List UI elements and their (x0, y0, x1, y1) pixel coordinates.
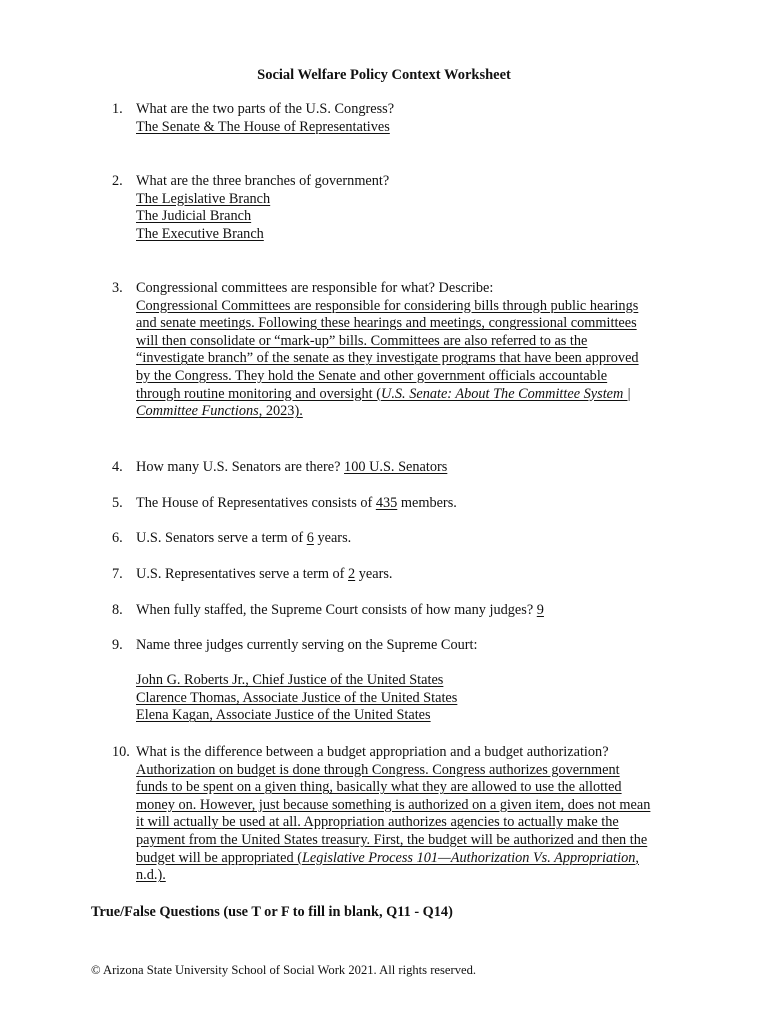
question-text: The House of Representatives consists of (136, 495, 376, 511)
answer-text: through routine monitoring and oversight ( (136, 385, 381, 402)
question-4 (112, 459, 692, 477)
question-7 (112, 566, 692, 584)
answer-line: The Executive Branch (136, 225, 264, 242)
answer-line (136, 403, 692, 421)
answer-text: 2 (348, 566, 356, 582)
question-9 (112, 637, 692, 725)
page-title: Social Welfare Policy Context Worksheet (257, 67, 511, 83)
question-text: When fully staffed, the Supreme Court consists of how many judges? (136, 602, 534, 618)
question-number: 6. (112, 530, 123, 546)
question-text: members. (397, 495, 457, 511)
answer-text: 435 (375, 495, 398, 511)
answer-line: The Legislative Branch (136, 190, 271, 207)
question-number: 7. (112, 566, 123, 582)
question-text: What is the difference between a budget appropriation and a budget authorization? (136, 744, 609, 760)
answer-line: it will actually be used at all. Appropriation authorizes agencies to actually make the (136, 814, 619, 831)
answer-line: and senate meetings. Following these hearings and meetings, congressional committees (136, 315, 637, 332)
question-text: years. (355, 566, 393, 582)
question-number: 3. (112, 280, 123, 296)
question-6 (112, 530, 692, 548)
answer-line: payment from the United States treasury. First, the budget will be authorized and then the (136, 831, 648, 848)
question-number: 5. (112, 495, 123, 511)
question-number: 8. (112, 602, 123, 618)
answer-line: Elena Kagan, Associate Justice of the United States (136, 707, 431, 724)
question-text: U.S. Senators serve a term of (136, 530, 307, 546)
citation-title: Committee Functions (136, 403, 259, 420)
question-number: 9. (112, 637, 123, 653)
answer-text: 6 (306, 530, 314, 546)
answer-line: The Senate & The House of Representatives (136, 118, 390, 135)
question-number: 1. (112, 101, 123, 117)
answer-line: The Judicial Branch (136, 208, 252, 225)
answer-text: budget will be appropriated ( (136, 849, 302, 866)
question-5 (112, 495, 692, 513)
answer-line: funds to be spent on a given thing, basically what they are allowed to use the allotted (136, 779, 622, 796)
question-1 (112, 101, 692, 136)
question-text: U.S. Representatives serve a term of (136, 566, 349, 582)
answer-text: , (635, 849, 639, 866)
answer-text: , 2023). (258, 403, 303, 420)
question-8 (112, 602, 692, 620)
answer-line: money on. However, just because something is authorized on a given item, does not mean (136, 796, 651, 813)
answer-text: 9 (536, 602, 544, 618)
question-text: Name three judges currently serving on the Supreme Court: (136, 637, 478, 653)
question-10 (112, 744, 692, 885)
question-number: 10. (112, 744, 130, 760)
answer-line: n.d.). (136, 867, 166, 884)
answer-line (136, 850, 692, 868)
answer-line: “investigate branch” of the senate as they investigate programs that have been approved (136, 350, 639, 367)
question-number: 4. (112, 459, 123, 475)
answer-line: Authorization on budget is done through Congress. Congress authorizes government (136, 761, 620, 778)
answer-line: Congressional Committees are responsible for considering bills through public hearings (136, 297, 639, 314)
answer-line: John G. Roberts Jr., Chief Justice of the United States (136, 672, 444, 689)
copyright-footer: © Arizona State University School of Social Work 2021. All rights reserved. (91, 963, 477, 977)
citation-title: U.S. Senate: About The Committee System | (381, 385, 631, 402)
question-text: What are the two parts of the U.S. Congress? (136, 101, 395, 117)
answer-line: will then consolidate or “mark-up” bills. Committees are also referred to as the (136, 332, 588, 349)
question-text: What are the three branches of government? (136, 173, 390, 189)
answer-line: by the Congress. They hold the Senate and other government officials accountable (136, 367, 608, 384)
question-3 (112, 280, 692, 421)
answer-line (136, 386, 692, 404)
question-text: How many U.S. Senators are there? (136, 459, 341, 475)
answer-text: 100 U.S. Senators (344, 459, 448, 475)
question-number: 2. (112, 173, 123, 189)
question-text: years. (313, 530, 352, 546)
question-2 (112, 173, 692, 243)
question-text: Congressional committees are responsible for what? Describe: (136, 280, 494, 296)
answer-line: Clarence Thomas, Associate Justice of the United States (136, 689, 458, 706)
citation-title: Legislative Process 101—Authorization Vs. Appropriation (301, 849, 636, 866)
true-false-heading: True/False Questions (use T or F to fill in blank, Q11 - Q14) (91, 904, 453, 920)
